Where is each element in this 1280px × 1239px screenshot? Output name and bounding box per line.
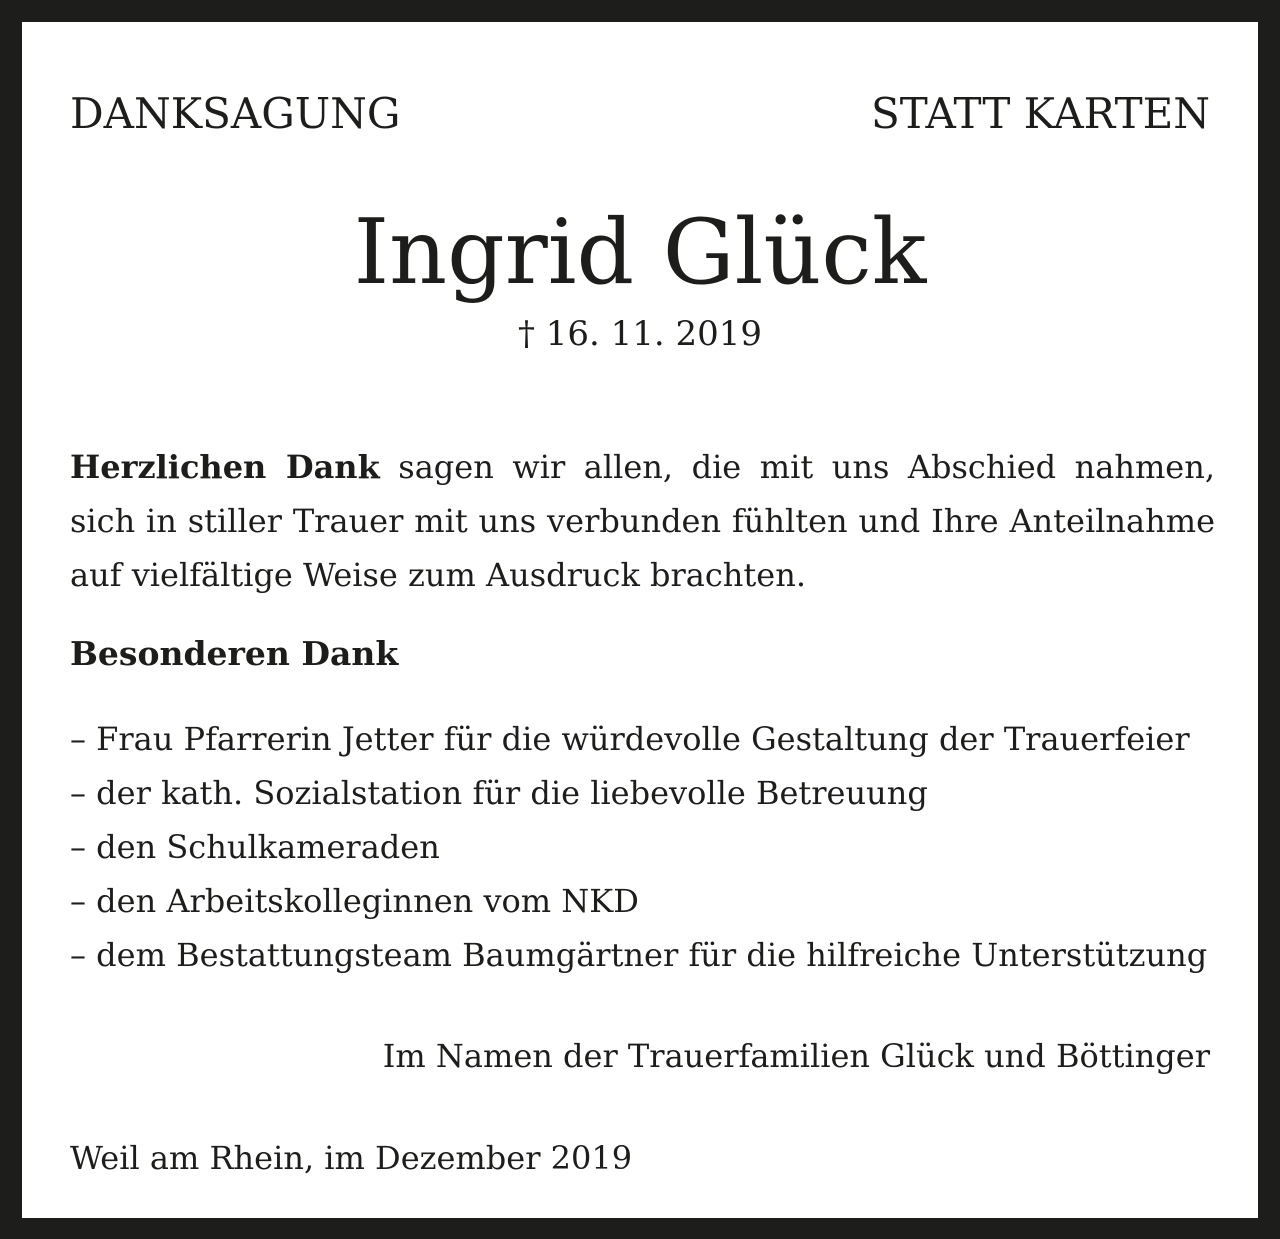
death-date: † 16. 11. 2019	[517, 314, 763, 354]
thanks-text: sagen wir allen, die mit uns Abschied nahmen, sich in stiller Trauer mit uns verbunden fühlten und Ihre Anteilnahme auf vielfältige Weise zum Ausdruck brachten.	[70, 448, 1215, 594]
special-thanks-list	[70, 712, 1215, 982]
list-item: – dem Bestattungsteam Baumgärtner für die hilfreiche Unterstützung	[70, 936, 1208, 974]
deceased-name: Ingrid Glück	[353, 200, 927, 305]
list-item: – den Schulkameraden	[70, 828, 440, 866]
obituary-notice	[22, 22, 1258, 1218]
list-item: – Frau Pfarrerin Jetter für die würdevolle Gestaltung der Trauerfeier	[70, 720, 1190, 758]
thanks-bold-lead: Herzlichen Dank	[70, 448, 380, 486]
list-item: – der kath. Sozialstation für die liebevolle Betreuung	[70, 774, 928, 812]
thanks-paragraph	[70, 440, 1215, 602]
place-and-date: Weil am Rhein, im Dezember 2019	[70, 1139, 633, 1177]
header-statt-karten: STATT KARTEN	[871, 89, 1210, 138]
family-signoff: Im Namen der Trauerfamilien Glück und Böttinger	[382, 1037, 1210, 1075]
list-item: – den Arbeitskolleginnen vom NKD	[70, 882, 639, 920]
header-danksagung: DANKSAGUNG	[70, 89, 401, 138]
special-thanks-heading: Besonderen Dank	[70, 634, 399, 673]
